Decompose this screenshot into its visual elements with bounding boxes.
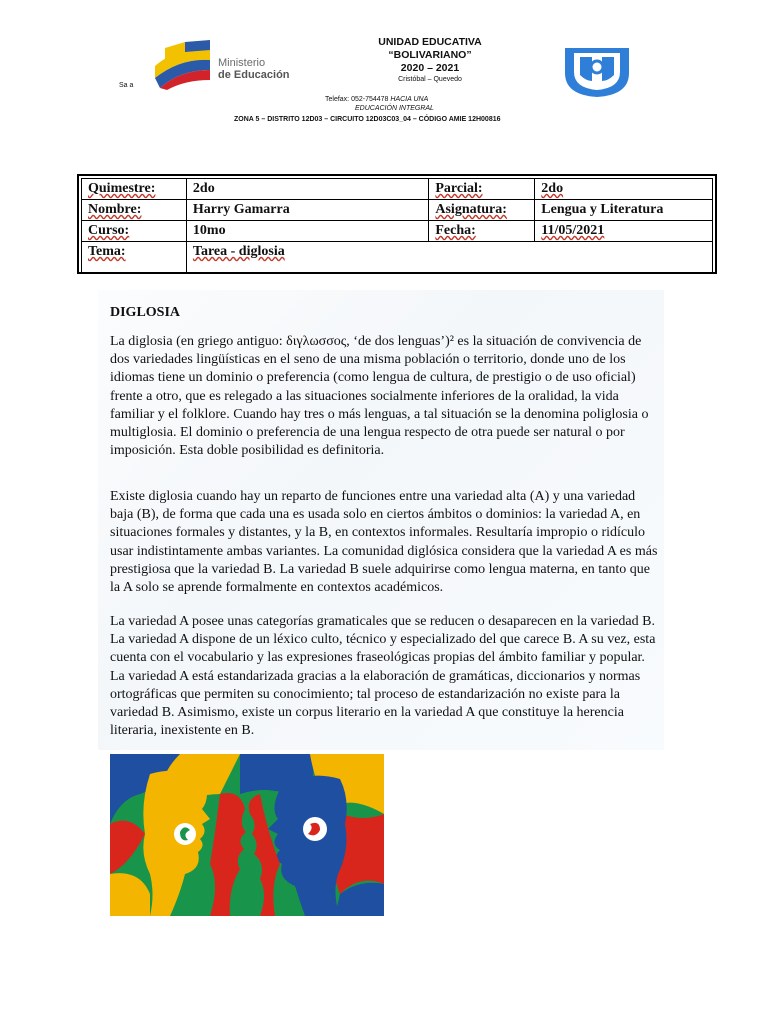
school-header <box>300 36 560 85</box>
school-name: UNIDAD EDUCATIVA <box>378 36 482 48</box>
zona-line: ZONA 5 – DISTRITO 12D03 – CIRCUITO 12D03C03_04 – CÓDIGO AMIE 12H00816 <box>234 116 501 123</box>
table-row <box>82 242 713 273</box>
info-table-frame <box>77 174 717 274</box>
table-row <box>82 179 713 200</box>
motto-2: EDUCACIÓN INTEGRAL <box>355 105 434 112</box>
value-cell: 11/05/2021 <box>535 221 713 242</box>
label-cell: Nombre: <box>82 200 187 221</box>
school-years: 2020 – 2021 <box>400 62 460 74</box>
info-table <box>81 178 713 273</box>
school-contact <box>325 95 434 113</box>
contact-line-1 <box>325 95 434 104</box>
label-cell: Curso: <box>82 221 187 242</box>
school-quote: “BOLIVARIANO” <box>388 49 472 61</box>
ministry-line-2: de Educación <box>218 69 290 81</box>
school-logo <box>562 45 632 99</box>
value-cell: Lengua y Literatura <box>535 200 713 221</box>
value-cell: Harry Gamarra <box>186 200 428 221</box>
label-cell: Tema: <box>82 242 187 273</box>
paragraph: La diglosia (en griego antiguo: διγλωσσος, ‘de dos lenguas’)² es la situación de convivencia de dos variedades lingüísticas en el seno de una misma población o territorio, donde uno de los idiomas tiene un dominio o preferencia (como lengua de cultura, de prestigio o de uso oficial) frente a otro, que es relegado a las situaciones socialmente inferiores de la oralidad, la vida familiar y el folklore. Cuando hay tres o más lenguas, a tal situación se la denomina poliglosia o multiglosia. El dominio o preferencia de una lengua respecto de otra puede ser natural o por imposición. Esta doble posibilidad es definitoria. <box>110 334 649 459</box>
document-title: DIGLOSIA <box>110 305 181 320</box>
paragraph: Existe diglosia cuando hay un reparto de funciones entre una variedad alta (A) y una variedad baja (B), de forma que cada una es usada solo en ciertos ámbitos o dominios: la variedad A, en situaciones formales y distantes, y la B, en contextos informales. Resultaría impropio o ridículo usar indistintamente ambas variantes. La comunidad diglósica considera que la variedad A es más prestigiosa que la variedad B. La variedad B suele adquirirse como lengua materna, en tanto que la A solo se aprende formalmente en contextos académicos. <box>110 489 658 596</box>
label-cell: Asignatura: <box>429 200 535 221</box>
two-faces-language-illustration <box>110 754 384 916</box>
motto-1: HACIA UNA <box>390 96 429 103</box>
label-cell: Fecha: <box>429 221 535 242</box>
value-cell: 10mo <box>186 221 428 242</box>
table-row <box>82 221 713 242</box>
value-cell: 2do <box>535 179 713 200</box>
value-cell: 2do <box>186 179 428 200</box>
phone: Telefax: 052-754478 <box>325 96 389 103</box>
label-cell: Quimestre: <box>82 179 187 200</box>
header-left-small-text: Sa a <box>119 82 134 89</box>
table-row <box>82 200 713 221</box>
ministry-name <box>218 57 290 81</box>
ministry-line-1: Ministerio <box>218 57 266 69</box>
paragraph: La variedad A posee unas categorías gramaticales que se reducen o desaparecen en la variedad B. La variedad A dispone de un léxico culto, técnico y especializado del que carece B. A su vez, esta cuenta con el vocabulario y las expresiones fraseológicas propias del ámbito familiar y popular. La variedad A está estandarizada gracias a la elaboración de gramáticas, diccionarios y normas ortográficas que permiten su conocimiento; tal proceso de estandarización no existe para la variedad B. Asimismo, existe un corpus literario en la variedad A que constituye la herencia literaria, inexistente en B. <box>110 614 656 739</box>
value-cell: Tarea - diglosia <box>186 242 712 273</box>
school-city: Cristóbal – Quevedo <box>398 76 462 83</box>
label-cell: Parcial: <box>429 179 535 200</box>
